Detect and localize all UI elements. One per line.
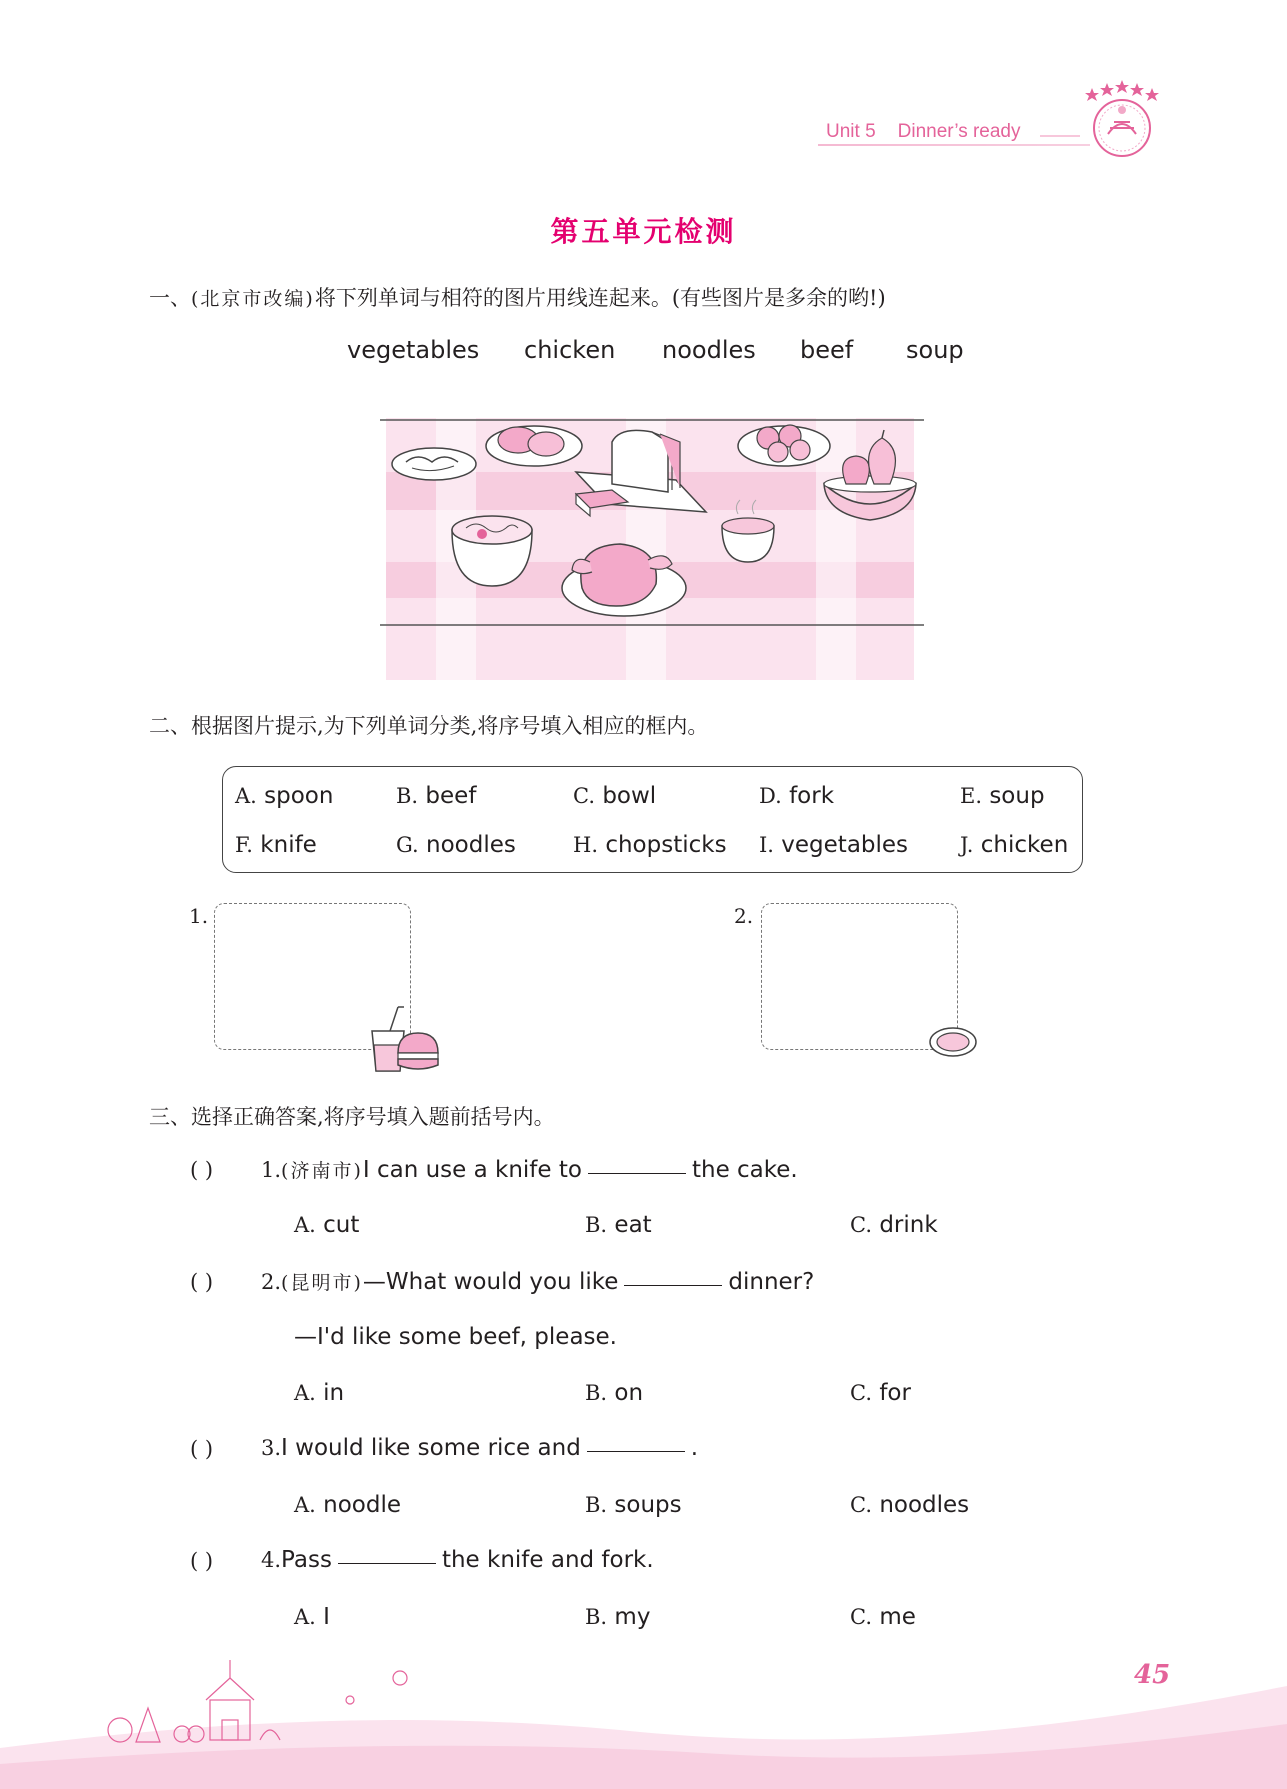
- section1-instruction: 将下列单词与相符的图片用线连起来。(有些图片是多余的哟!): [314, 286, 886, 310]
- q4-choice-b: B. my: [585, 1604, 651, 1630]
- option-c: C. bowl: [573, 783, 657, 809]
- food-table-illustration: [376, 412, 924, 680]
- q1-choice-b: B. eat: [585, 1212, 652, 1238]
- option-f: F. knife: [235, 832, 317, 858]
- footer-decoration: [0, 1640, 1287, 1789]
- header-rule-accent: [1040, 135, 1080, 137]
- unit-header: [826, 121, 1021, 143]
- option-g: G. noodles: [396, 832, 516, 858]
- header-rule: [818, 144, 1090, 146]
- section1-source: (北京市改编): [191, 288, 315, 310]
- box2-label: 2.: [734, 904, 754, 928]
- option-b: B. beef: [396, 783, 477, 809]
- q1-text: 1.(济南市)I can use a knife to the cake.: [261, 1157, 798, 1183]
- option-j: J. chicken: [960, 832, 1069, 858]
- lesson-label: Dinner’s ready: [897, 121, 1021, 142]
- publisher-logo-icon: [1078, 78, 1166, 160]
- option-a: A. spoon: [235, 783, 334, 809]
- word-options-box: [222, 766, 1083, 873]
- match-word-soup: soup: [906, 336, 964, 364]
- page-title: 第五单元检测: [550, 215, 737, 248]
- q4-choice-a: A. I: [294, 1604, 330, 1630]
- q4-text: 4.Pass the knife and fork.: [261, 1547, 654, 1573]
- q3-answer-paren[interactable]: ( ): [190, 1437, 214, 1461]
- option-e: E. soup: [960, 783, 1045, 809]
- box1-label: 1.: [189, 904, 209, 928]
- section1-prefix: 一、: [149, 286, 191, 310]
- drink-burger-icon: [368, 1005, 440, 1073]
- match-word-vegetables: vegetables: [347, 336, 480, 364]
- option-i: I. vegetables: [759, 832, 909, 858]
- q3-text: 3.I would like some rice and .: [261, 1435, 699, 1461]
- section1-heading: [149, 282, 886, 312]
- q1-choice-a: A. cut: [294, 1212, 360, 1238]
- q4-blank: [338, 1563, 436, 1564]
- section3-heading: 三、选择正确答案,将序号填入题前括号内。: [149, 1105, 555, 1129]
- q3-choice-a: A. noodle: [294, 1492, 402, 1518]
- q1-choice-c: C. drink: [850, 1212, 938, 1238]
- q2-choice-c: C. for: [850, 1380, 911, 1406]
- page-number: 45: [1134, 1660, 1171, 1690]
- q1-answer-paren[interactable]: ( ): [190, 1158, 214, 1182]
- option-h: H. chopsticks: [573, 832, 727, 858]
- q1-blank: [588, 1173, 686, 1174]
- q3-choice-c: C. noodles: [850, 1492, 970, 1518]
- q2-choice-b: B. on: [585, 1380, 644, 1406]
- option-d: D. fork: [759, 783, 835, 809]
- match-word-noodles: noodles: [662, 336, 756, 364]
- q3-blank: [587, 1451, 685, 1452]
- q4-choice-c: C. me: [850, 1604, 916, 1630]
- q2-answer-paren[interactable]: ( ): [190, 1270, 214, 1294]
- match-word-chicken: chicken: [524, 336, 616, 364]
- q2-answer-line: —I'd like some beef, please.: [294, 1324, 617, 1350]
- q2-text: 2.(昆明市)—What would you like dinner?: [261, 1269, 815, 1295]
- plate-icon: [928, 1026, 978, 1058]
- q2-choice-a: A. in: [294, 1380, 345, 1406]
- section2-heading: 二、根据图片提示,为下列单词分类,将序号填入相应的框内。: [149, 714, 709, 738]
- q4-answer-paren[interactable]: ( ): [190, 1549, 214, 1573]
- match-word-beef: beef: [800, 336, 854, 364]
- q2-blank: [624, 1285, 722, 1286]
- q3-choice-b: B. soups: [585, 1492, 682, 1518]
- unit-label: Unit 5: [826, 121, 876, 142]
